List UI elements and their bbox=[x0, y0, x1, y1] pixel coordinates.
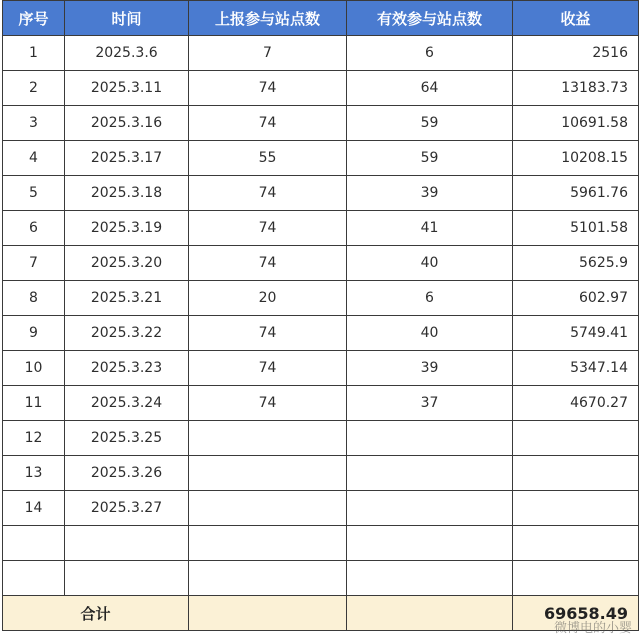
cell-reported-sites bbox=[189, 421, 347, 456]
cell-valid-sites: 37 bbox=[347, 386, 513, 421]
cell-index bbox=[3, 561, 65, 596]
total-revenue: 69658.49 bbox=[513, 596, 639, 631]
table-row bbox=[3, 351, 639, 386]
total-empty-cell bbox=[347, 596, 513, 631]
table-row bbox=[3, 421, 639, 456]
cell-revenue: 5961.76 bbox=[513, 176, 639, 211]
cell-valid-sites bbox=[347, 456, 513, 491]
cell-revenue: 4670.27 bbox=[513, 386, 639, 421]
cell-reported-sites: 7 bbox=[189, 36, 347, 71]
cell-index: 5 bbox=[3, 176, 65, 211]
table-row bbox=[3, 246, 639, 281]
cell-valid-sites: 39 bbox=[347, 176, 513, 211]
cell-valid-sites: 59 bbox=[347, 106, 513, 141]
cell-reported-sites: 55 bbox=[189, 141, 347, 176]
cell-date bbox=[65, 526, 189, 561]
cell-index: 14 bbox=[3, 491, 65, 526]
cell-revenue: 10691.58 bbox=[513, 106, 639, 141]
cell-index: 11 bbox=[3, 386, 65, 421]
table-row bbox=[3, 281, 639, 316]
cell-index: 1 bbox=[3, 36, 65, 71]
cell-date: 2025.3.27 bbox=[65, 491, 189, 526]
cell-date: 2025.3.24 bbox=[65, 386, 189, 421]
cell-revenue: 10208.15 bbox=[513, 141, 639, 176]
cell-date: 2025.3.19 bbox=[65, 211, 189, 246]
cell-date: 2025.3.20 bbox=[65, 246, 189, 281]
cell-reported-sites: 74 bbox=[189, 106, 347, 141]
cell-reported-sites: 74 bbox=[189, 176, 347, 211]
cell-index: 3 bbox=[3, 106, 65, 141]
total-label: 合计 bbox=[3, 596, 189, 631]
cell-revenue bbox=[513, 561, 639, 596]
table-row bbox=[3, 176, 639, 211]
cell-revenue: 2516 bbox=[513, 36, 639, 71]
cell-index bbox=[3, 526, 65, 561]
revenue-table bbox=[2, 0, 639, 631]
cell-index: 2 bbox=[3, 71, 65, 106]
cell-valid-sites bbox=[347, 526, 513, 561]
cell-date: 2025.3.21 bbox=[65, 281, 189, 316]
cell-reported-sites: 74 bbox=[189, 71, 347, 106]
cell-valid-sites: 6 bbox=[347, 36, 513, 71]
table-row bbox=[3, 36, 639, 71]
cell-revenue bbox=[513, 491, 639, 526]
cell-valid-sites: 40 bbox=[347, 316, 513, 351]
cell-valid-sites: 59 bbox=[347, 141, 513, 176]
watermark: 微博电的小婴 bbox=[553, 621, 632, 636]
cell-valid-sites bbox=[347, 561, 513, 596]
cell-index: 7 bbox=[3, 246, 65, 281]
table-row bbox=[3, 316, 639, 351]
cell-valid-sites bbox=[347, 491, 513, 526]
cell-reported-sites: 74 bbox=[189, 351, 347, 386]
cell-index: 12 bbox=[3, 421, 65, 456]
cell-date: 2025.3.11 bbox=[65, 71, 189, 106]
cell-valid-sites: 41 bbox=[347, 211, 513, 246]
table-row bbox=[3, 386, 639, 421]
cell-revenue: 5625.9 bbox=[513, 246, 639, 281]
cell-date: 2025.3.18 bbox=[65, 176, 189, 211]
cell-date: 2025.3.22 bbox=[65, 316, 189, 351]
cell-reported-sites: 74 bbox=[189, 386, 347, 421]
table-row bbox=[3, 491, 639, 526]
table-row bbox=[3, 106, 639, 141]
table-row bbox=[3, 141, 639, 176]
cell-reported-sites: 74 bbox=[189, 211, 347, 246]
table-row bbox=[3, 526, 639, 561]
cell-reported-sites bbox=[189, 526, 347, 561]
header-date: 时间 bbox=[65, 1, 189, 36]
cell-revenue: 5101.58 bbox=[513, 211, 639, 246]
cell-date: 2025.3.16 bbox=[65, 106, 189, 141]
cell-revenue: 5347.14 bbox=[513, 351, 639, 386]
table-row bbox=[3, 71, 639, 106]
cell-index: 8 bbox=[3, 281, 65, 316]
cell-date: 2025.3.26 bbox=[65, 456, 189, 491]
cell-date: 2025.3.17 bbox=[65, 141, 189, 176]
cell-index: 6 bbox=[3, 211, 65, 246]
cell-index: 4 bbox=[3, 141, 65, 176]
cell-date: 2025.3.6 bbox=[65, 36, 189, 71]
cell-reported-sites bbox=[189, 456, 347, 491]
cell-date bbox=[65, 561, 189, 596]
cell-index: 10 bbox=[3, 351, 65, 386]
total-row bbox=[3, 596, 639, 631]
table-row bbox=[3, 456, 639, 491]
cell-valid-sites: 39 bbox=[347, 351, 513, 386]
cell-revenue: 602.97 bbox=[513, 281, 639, 316]
cell-reported-sites bbox=[189, 491, 347, 526]
cell-revenue bbox=[513, 526, 639, 561]
cell-revenue bbox=[513, 421, 639, 456]
cell-index: 9 bbox=[3, 316, 65, 351]
cell-reported-sites: 74 bbox=[189, 316, 347, 351]
header-index: 序号 bbox=[3, 1, 65, 36]
cell-valid-sites bbox=[347, 421, 513, 456]
cell-date: 2025.3.23 bbox=[65, 351, 189, 386]
header-reported-sites: 上报参与站点数 bbox=[189, 1, 347, 36]
cell-valid-sites: 6 bbox=[347, 281, 513, 316]
header-row bbox=[3, 1, 639, 36]
header-revenue: 收益 bbox=[513, 1, 639, 36]
cell-valid-sites: 64 bbox=[347, 71, 513, 106]
total-empty-cell bbox=[189, 596, 347, 631]
cell-revenue: 13183.73 bbox=[513, 71, 639, 106]
cell-index: 13 bbox=[3, 456, 65, 491]
cell-reported-sites: 20 bbox=[189, 281, 347, 316]
header-valid-sites: 有效参与站点数 bbox=[347, 1, 513, 36]
cell-reported-sites: 74 bbox=[189, 246, 347, 281]
cell-revenue: 5749.41 bbox=[513, 316, 639, 351]
table-row bbox=[3, 211, 639, 246]
cell-revenue bbox=[513, 456, 639, 491]
cell-valid-sites: 40 bbox=[347, 246, 513, 281]
cell-reported-sites bbox=[189, 561, 347, 596]
cell-date: 2025.3.25 bbox=[65, 421, 189, 456]
table-row bbox=[3, 561, 639, 596]
